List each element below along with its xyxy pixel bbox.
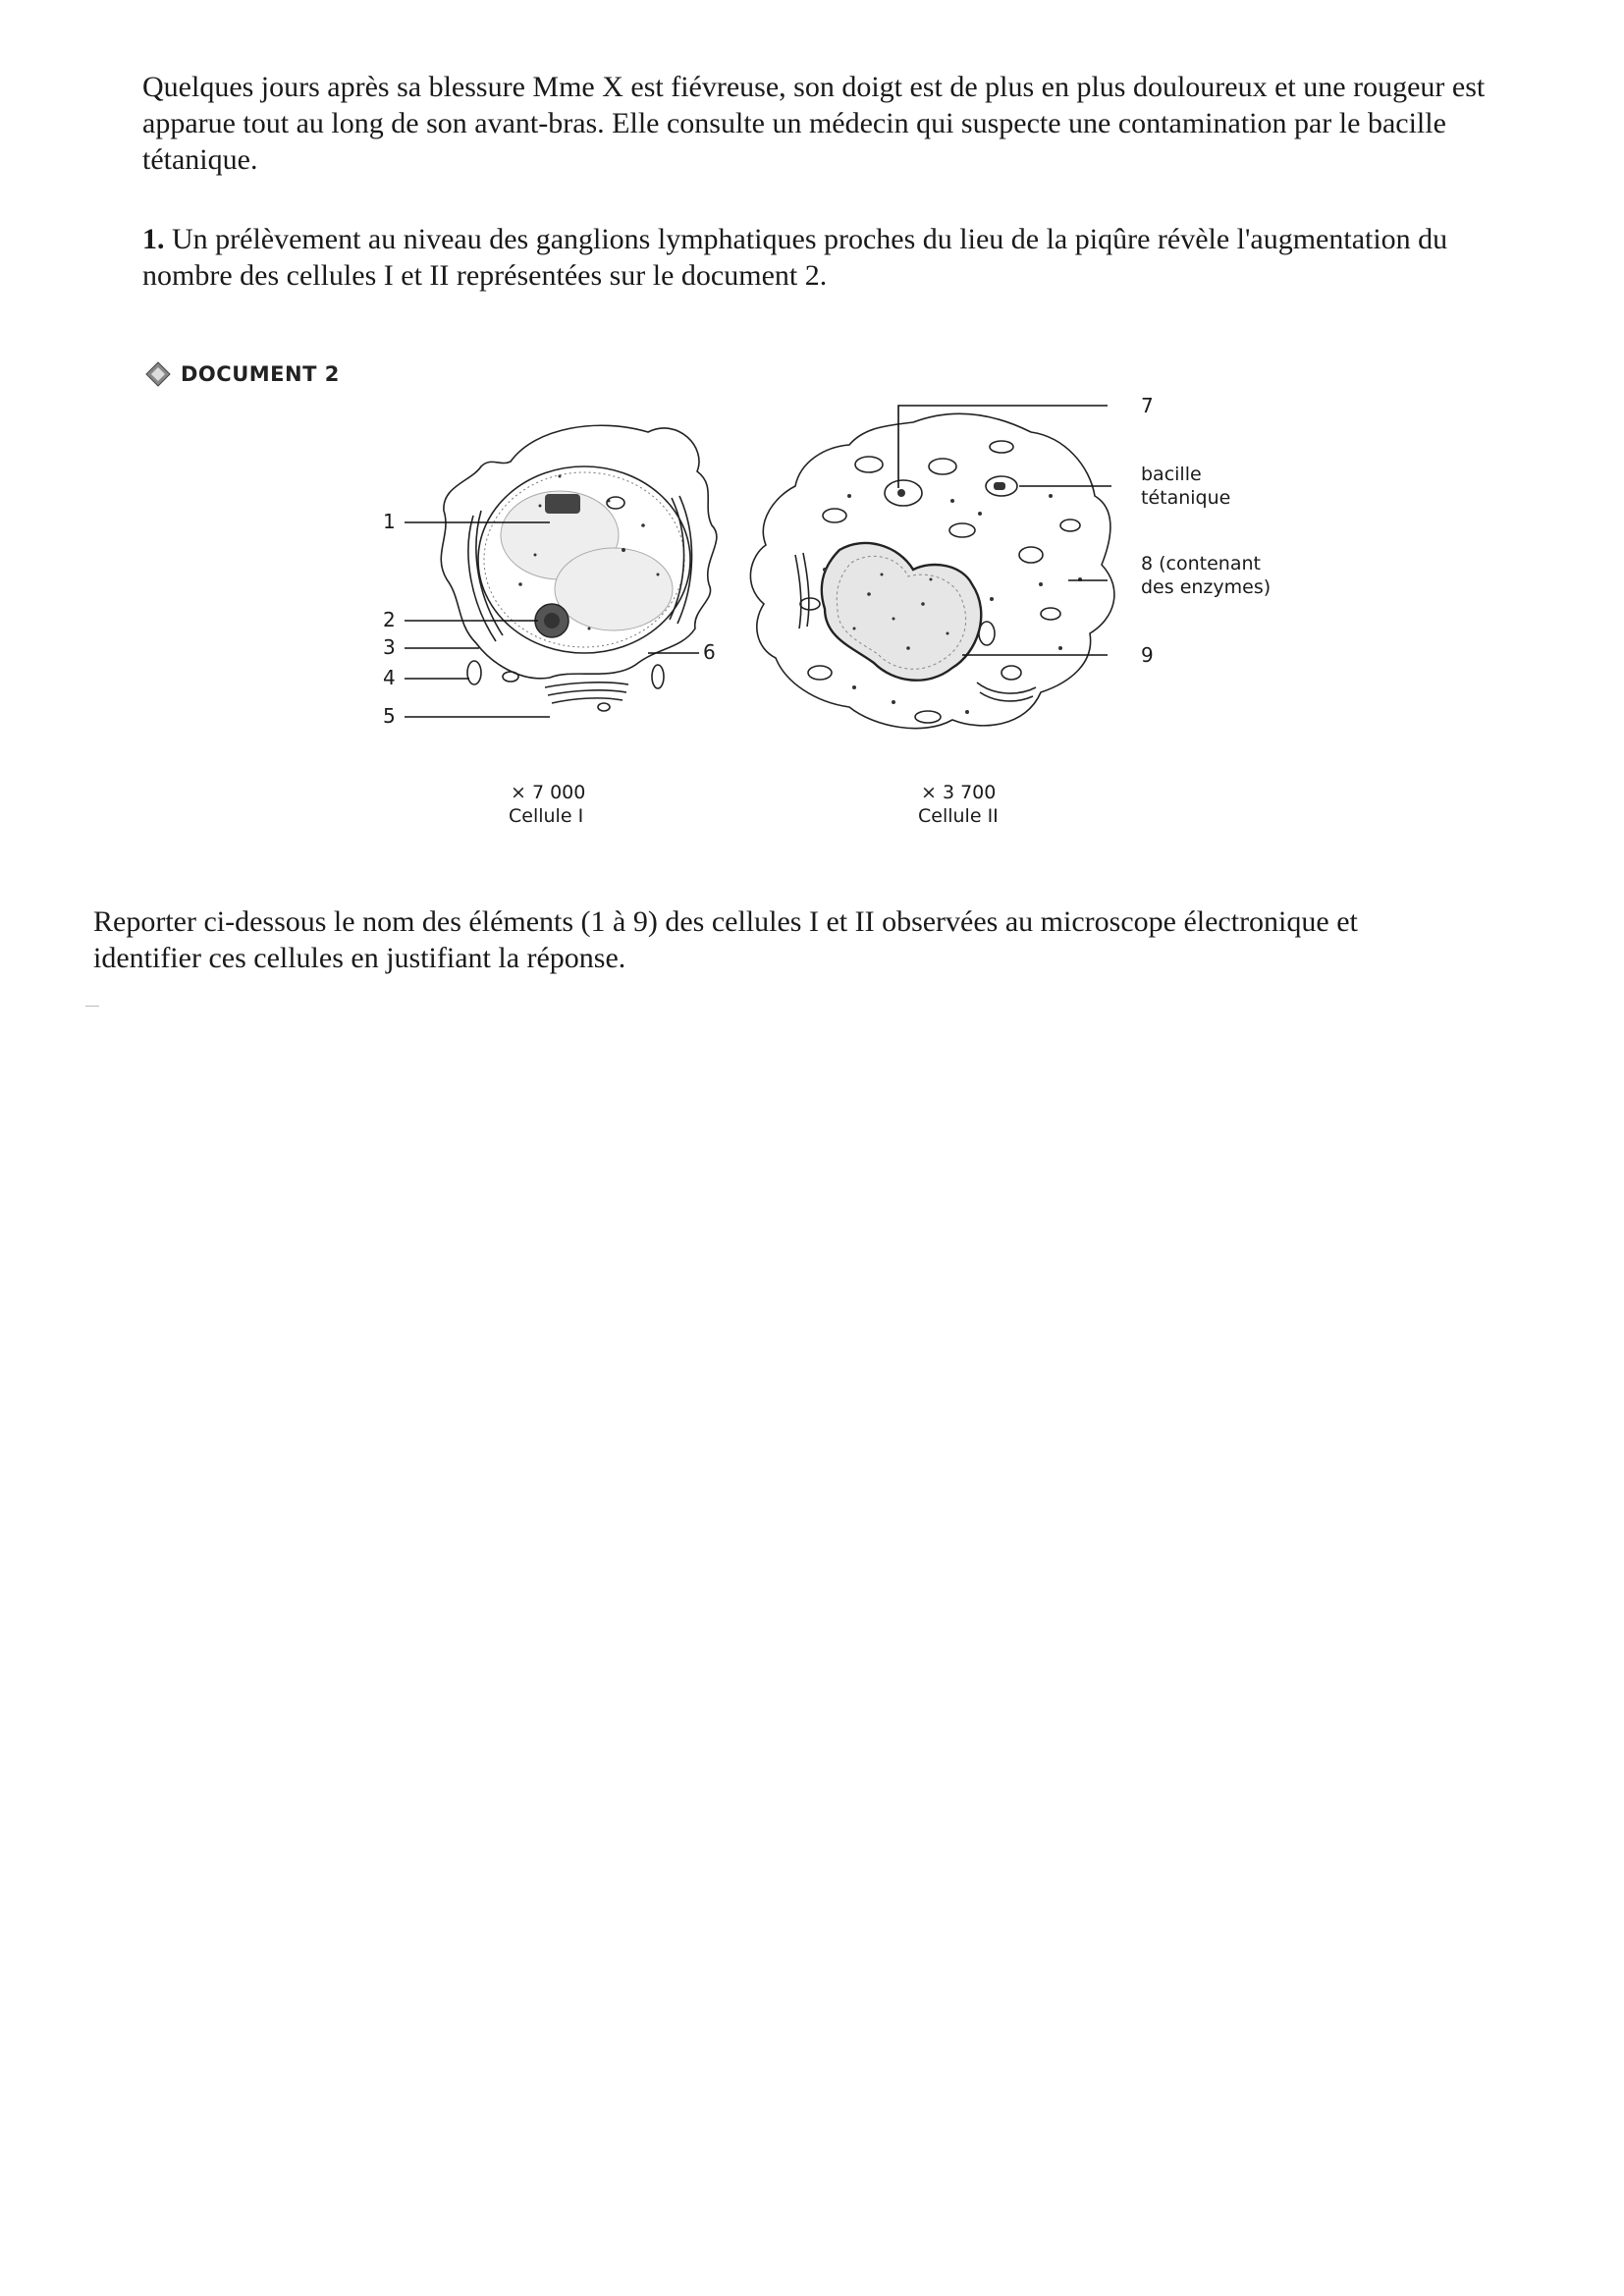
question-text: Un prélèvement au niveau des ganglions lymphatiques proches du lieu de la piqûre révèle l'augmentation du nombre des cellules I et II représentées sur le document 2. [142,223,1448,292]
diamond-icon [145,361,171,387]
cell1-label-2: 2 [383,608,396,631]
bacille-label-line1: bacille [1141,464,1202,485]
question-1 [142,221,1492,294]
cell1-label-4: 4 [383,666,396,689]
cell1-magnification: × 7 000 [511,782,586,803]
cell-1-drawing [441,425,717,711]
document-header [145,361,340,387]
cell2-magnification: × 3 700 [921,782,997,803]
cell1-label-6: 6 [703,640,716,664]
cell1-name: Cellule I [509,805,584,827]
cell1-label-5: 5 [383,704,396,728]
intro-paragraph: Quelques jours après sa blessure Mme X est fiévreuse, son doigt est de plus en plus douloureux et une rougeur est apparue tout au long de son avant-bras. Elle consulte un médecin qui suspecte une contamination par le bacille tétanique. [142,71,1486,176]
cell-2-drawing [750,413,1114,728]
cell2-label-9: 9 [1141,643,1154,667]
cell1-label-1: 1 [383,510,396,533]
cell2-name: Cellule II [918,805,999,827]
cell1-label-3: 3 [383,635,396,659]
bacille-label-line2: tétanique [1141,487,1231,509]
cell2-label-8-line1: 8 (contenant [1141,553,1261,574]
cell2-label-8-line2: des enzymes) [1141,576,1272,598]
document-title: DOCUMENT 2 [181,362,340,386]
question-number: 1. [142,223,165,255]
stray-mark [85,1006,99,1007]
instruction-paragraph: Reporter ci-dessous le nom des éléments (1 à 9) des cellules I et II observées au microscope électronique et identifier ces cellules en justifiant la réponse. [93,905,1358,974]
cell-diagram [363,388,1306,849]
cell2-label-7: 7 [1141,394,1154,417]
